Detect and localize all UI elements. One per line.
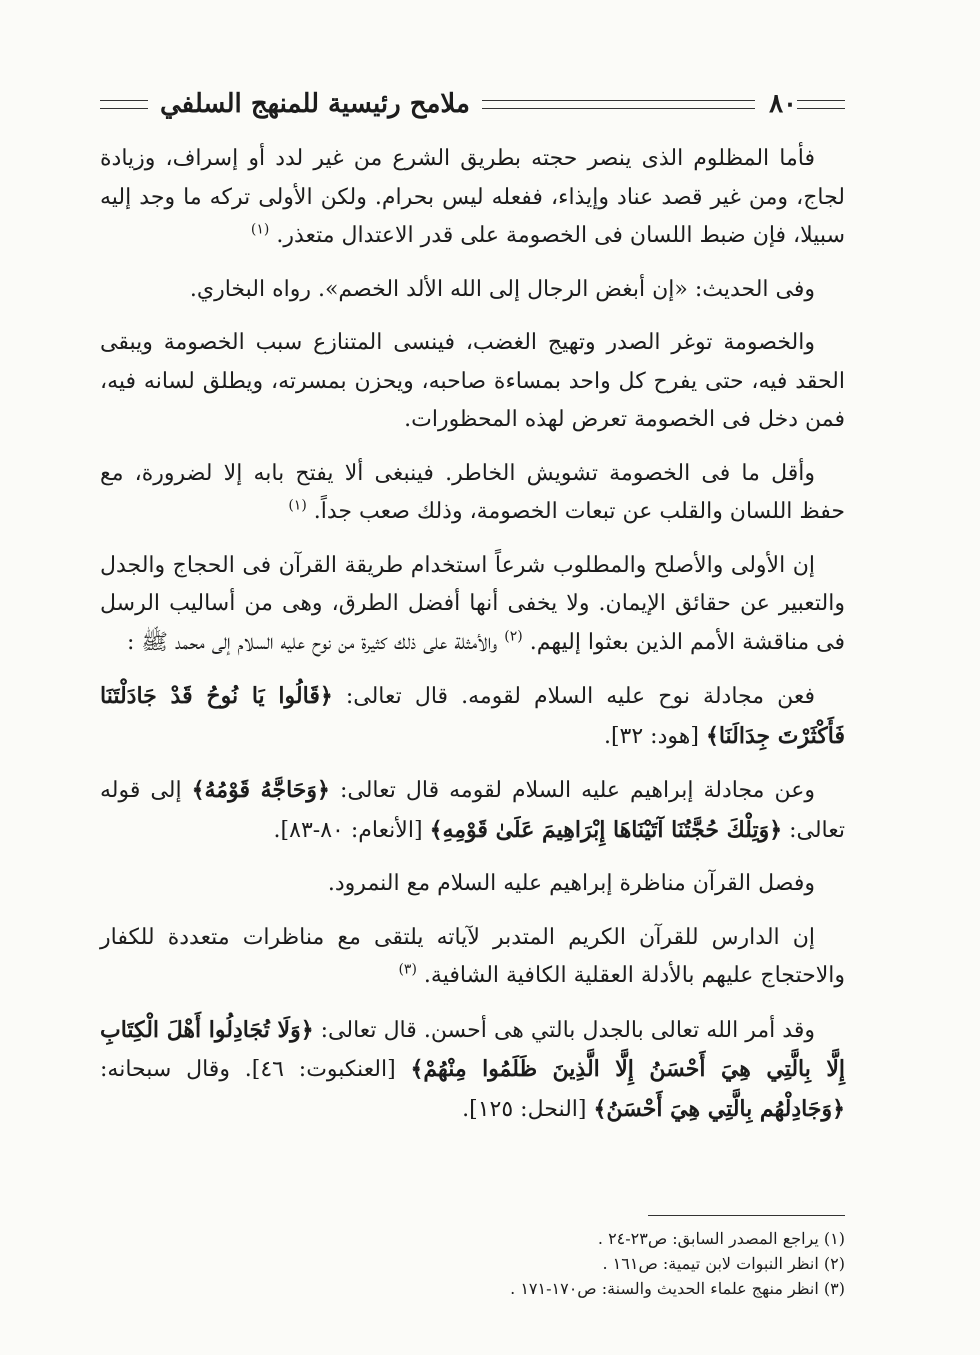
paragraph-text: وأقل ما فى الخصومة تشويش الخاطر. فينبغى ألا يفتح بابه إلا لضرورة، مع حفظ اللسان والقلب عن تبعات الخصومة، وذلك صعب جداً. (100, 460, 845, 524)
paragraph (100, 271, 845, 310)
footnote-ref: (٢) (504, 628, 523, 645)
verse-reference: [هود: ٣٢]. (603, 723, 699, 749)
paragraph (100, 547, 845, 663)
verse-reference: [الأنعام: ٨٠-٨٣]. (273, 817, 423, 843)
paragraph-text: إلى قوله تعالى: (100, 778, 845, 843)
quran-verse: ﴿وَجَادِلْهُم بِالَّتِي هِيَ أَحْسَنُ﴾ (593, 1095, 845, 1122)
paragraph-text: إن الدارس للقرآن الكريم المتدبر لآياته يلتقى مع مناظرات متعددة للكفار والاحتجاج عليهم بالأدلة العقلية الكافية الشافية. (100, 924, 845, 988)
footnote: (١) يراجع المصدر السابق: ص٢٣-٢٤ . (597, 1229, 845, 1248)
paragraph (100, 324, 845, 440)
paragraph-text: والخصومة توغر الصدر وتهيج الغضب، فينسى المتنازع سبب الخصومة ويبقى الحقد فيه، حتى يفرح كل واحد بمساءة صاحبه، ويحزن بمسرته، ويطلق لسانه فيه، فمن دخل فى الخصومة تعرض لهذه المحظورات. (100, 330, 845, 432)
main-text (100, 140, 845, 1144)
running-header (100, 82, 845, 126)
paragraph-text: والأمثلة على ذلك كثيرة من نوح عليه السلام إلى محمد ﷺ : (126, 629, 498, 655)
paragraph-text: فعن مجادلة نوح عليه السلام لقومه. قال تعالى: (345, 684, 816, 709)
paragraph-text: وفى الحديث: «إن أبغض الرجال إلى الله الألد الخصم». رواه البخاري. (189, 276, 815, 302)
footnote-ref: (١) (288, 497, 307, 514)
paragraph-text: وعن مجادلة إبراهيم عليه السلام لقومه قال تعالى: (339, 778, 815, 803)
paragraph (100, 1011, 845, 1130)
quran-verse: ﴿وَتِلْكَ حُجَّتُنَا آتَيْنَاهَا إِبْرَاهِيمَ عَلَىٰ قَوْمِهِ﴾ (429, 816, 783, 843)
footnotes (400, 1226, 845, 1301)
paragraph (100, 455, 845, 532)
paragraph-text: فأما المظلوم الذى ينصر حجته بطريق الشرع من غير لدد أو إسراف، وزيادة لجاج، ومن غير قصد عناد وإيذاء، ففعله ليس بحرام. ولكن الأولى تركه ما وجد إليه سبيلا، فإن ضبط اللسان فى الخصومة على قدر الاعتدال متعذر. (100, 146, 845, 248)
footnote-ref: (١) (250, 221, 270, 238)
footnote: (٣) انظر منهج علماء الحديث والسنة: ص١٧٠-١٧١ . (510, 1279, 845, 1298)
header-rule-middle (482, 100, 755, 109)
paragraph (100, 677, 845, 756)
running-title: ملامح رئيسية للمنهج السلفي (160, 89, 470, 119)
footnote-ref: (٣) (398, 961, 417, 978)
verse-reference: [النحل: ١٢٥]. (462, 1096, 587, 1122)
footnote: (٢) انظر النبوات لابن تيمية: ص١٦١ . (602, 1254, 845, 1273)
paragraph-text: إن الأولى والأصلح والمطلوب شرعاً استخدام طريقة القرآن فى الحجاج والجدل والتعبير عن حقائق الإيمان. ولا يخفى أنها أفضل الطرق، وهى من أساليب الرسل فى مناقشة الأمم الذين بعثوا إليهم. (100, 552, 845, 655)
header-rule-left (100, 100, 148, 109)
paragraph (100, 919, 845, 996)
quran-verse: ﴿وَحَاجَّهُ قَوْمُهُ﴾ (191, 777, 330, 803)
paragraph (100, 140, 845, 256)
footnote-separator (648, 1215, 845, 1216)
paragraph (100, 865, 845, 904)
paragraph-text: وقد أمر الله تعالى بالجدل بالتي هى أحسن. قال تعالى: (320, 1017, 815, 1043)
paragraph-text: وفصل القرآن مناظرة إبراهيم عليه السلام مع النمرود. (327, 871, 815, 896)
page-number: ٨٠ (769, 89, 797, 119)
quran-verse: ﴿قَالُوا يَا نُوحُ قَدْ جَادَلْتَنَا فَأَكْثَرْتَ جِدَالَنَا﴾ (100, 683, 845, 749)
verse-reference: [العنكبوت: ٤٦]. وقال سبحانه: (100, 1057, 396, 1082)
quran-verse: ﴿وَلَا تُجَادِلُوا أَهْلَ الْكِتَابِ إِلَّا بِالَّتِي هِيَ أَحْسَنُ إِلَّا الَّذِينَ ظَلَمُوا مِنْهُمْ﴾ (100, 1016, 845, 1082)
paragraph (100, 771, 845, 850)
header-rule-right (797, 100, 845, 109)
